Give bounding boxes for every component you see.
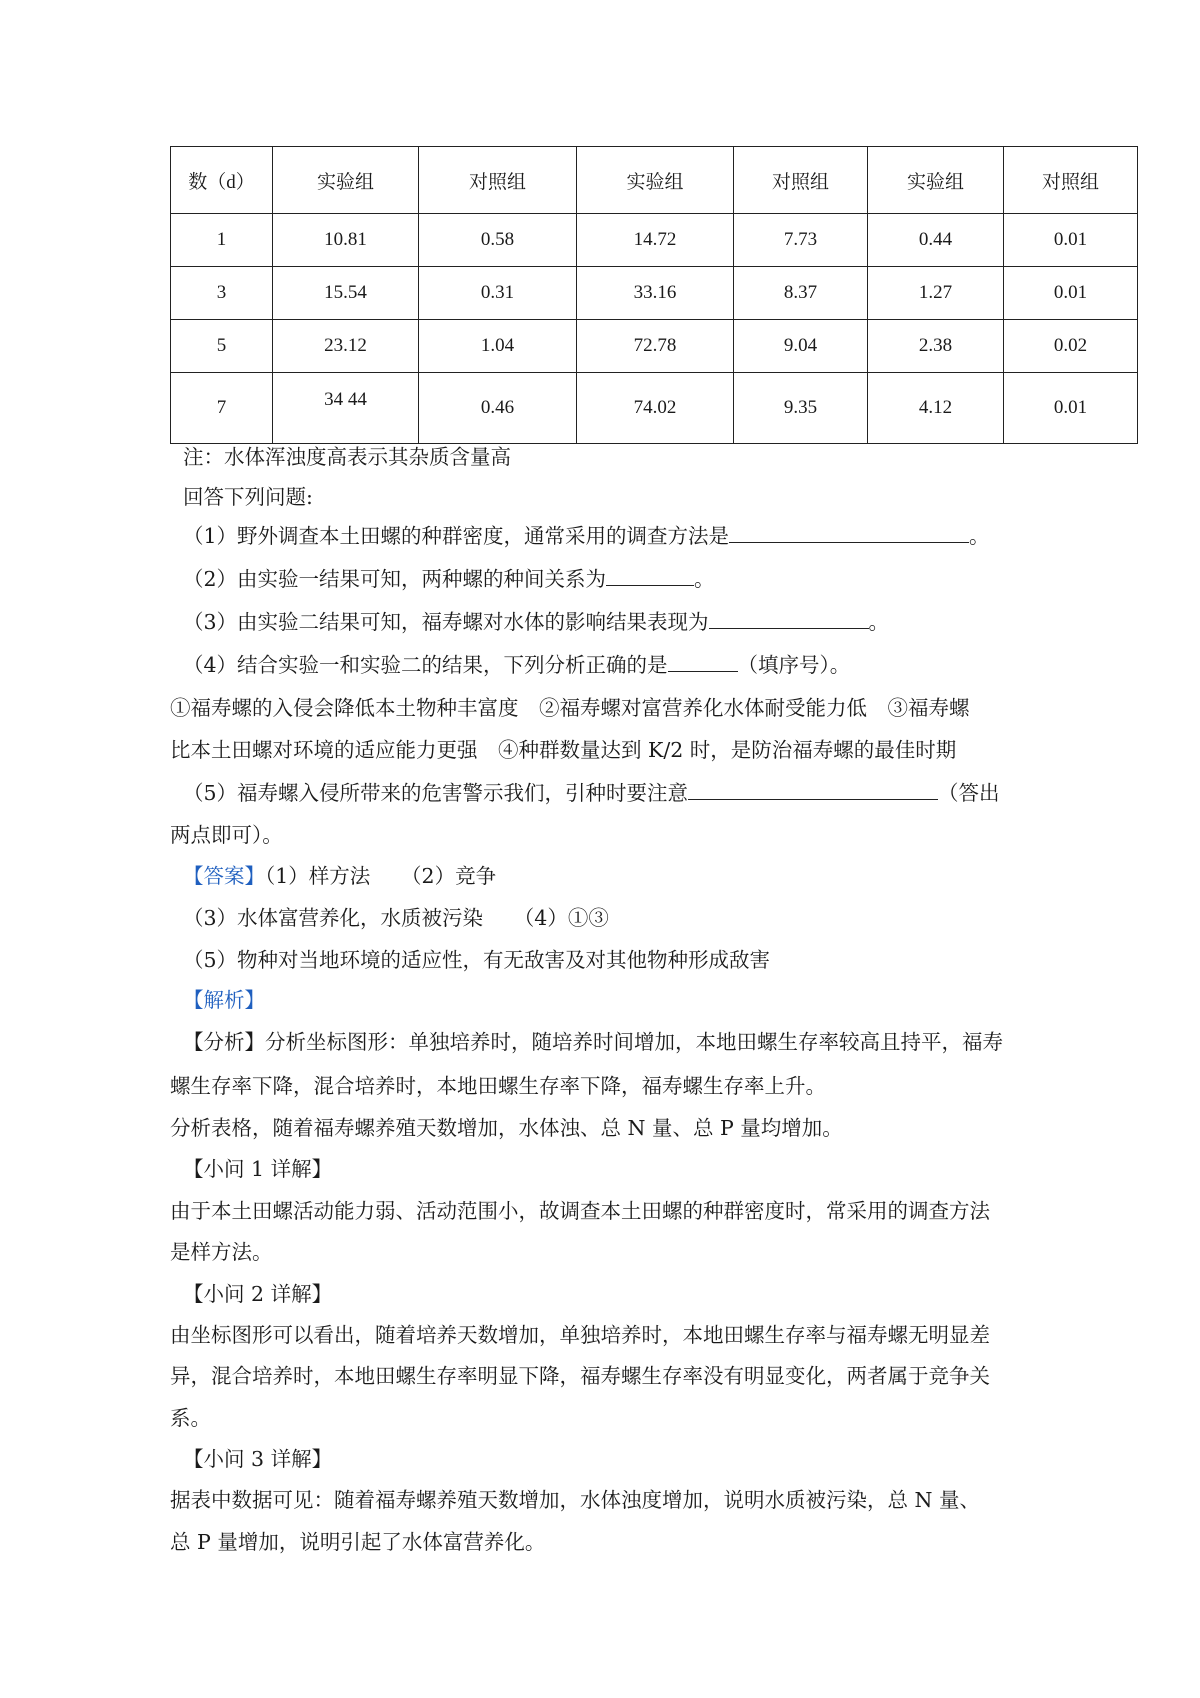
question-2-text: （2）由实验一结果可知，两种螺的种间关系为: [183, 567, 607, 591]
table-cell: 7: [171, 373, 273, 444]
question-2-end: 。: [694, 567, 715, 591]
answer-blank-1: [729, 522, 969, 543]
answer-tag: 【答案】: [183, 864, 265, 888]
answer-line-3: （5）物种对当地环境的适应性，有无敌害及对其他物种形成敌害: [183, 948, 771, 972]
question-3-text: （3）由实验二结果可知，福寿螺对水体的影响结果表现为: [183, 610, 709, 634]
table-cell: 9.35: [734, 373, 868, 444]
table-row: [171, 267, 1138, 320]
table-cell: 0.01: [1004, 267, 1138, 320]
subquestion-2-text: 系。: [170, 1406, 211, 1430]
table-row: [171, 214, 1138, 267]
table-header-cell: 对照组: [734, 147, 868, 214]
table-cell: 33.16: [577, 267, 734, 320]
subquestion-1-title: 【小问 1 详解】: [183, 1157, 333, 1181]
question-5-end: （答出: [938, 781, 1000, 805]
answer-blank-4: [668, 651, 738, 672]
answer-blank-5: [688, 779, 938, 800]
answer-line-2: （3）水体富营养化，水质被污染 （4）①③: [183, 906, 609, 930]
answer-line-1: [183, 862, 496, 890]
question-3: [183, 608, 889, 636]
question-4-text: （4）结合实验一和实验二的结果，下列分析正确的是: [183, 653, 668, 677]
table-cell: 23.12: [273, 320, 419, 373]
question-1-text: （1）野外调查本土田螺的种群密度，通常采用的调查方法是: [183, 524, 730, 548]
table-header-cell: 实验组: [577, 147, 734, 214]
table-cell: 0.31: [419, 267, 577, 320]
question-1: [183, 522, 990, 550]
table-header-cell: 数（d）: [171, 147, 273, 214]
analysis-paragraph-line: 螺生存率下降，混合培养时，本地田螺生存率下降，福寿螺生存率上升。: [170, 1074, 826, 1098]
subquestion-1-text: 由于本土田螺活动能力弱、活动范围小，故调查本土田螺的种群密度时，常采用的调查方法: [170, 1199, 990, 1223]
question-5-text: （5）福寿螺入侵所带来的危害警示我们，引种时要注意: [183, 781, 689, 805]
table-cell: 7.73: [734, 214, 868, 267]
question-4: [183, 651, 850, 679]
question-4-options-line-2: 比本土田螺对环境的适应能力更强 ④种群数量达到 K/2 时，是防治福寿螺的最佳时期: [170, 738, 957, 762]
answer-text-1: （1）样方法 （2）竞争: [265, 864, 497, 888]
answer-blank-2: [606, 565, 694, 586]
table-cell: 0.02: [1004, 320, 1138, 373]
question-4-options-line-1: ①福寿螺的入侵会降低本土物种丰富度 ②福寿螺对富营养化水体耐受能力低 ③福寿螺: [170, 696, 970, 720]
answer-blank-3: [709, 608, 869, 629]
analysis-paragraph-line: 分析表格，随着福寿螺养殖天数增加，水体浊、总 N 量、总 P 量均增加。: [170, 1116, 843, 1140]
table-cell: 1: [171, 214, 273, 267]
table-cell-value: 34 44: [324, 389, 367, 410]
question-4-end: （填序号）。: [737, 653, 851, 677]
table-cell: 0.44: [868, 214, 1004, 267]
table-cell: 14.72: [577, 214, 734, 267]
question-5: [183, 779, 1000, 807]
table-cell: 2.38: [868, 320, 1004, 373]
table-cell: 0.58: [419, 214, 577, 267]
table-cell: 74.02: [577, 373, 734, 444]
subquestion-3-text: 据表中数据可见：随着福寿螺养殖天数增加，水体浊度增加，说明水质被污染，总 N 量、: [170, 1488, 980, 1512]
subquestion-1-text: 是样方法。: [170, 1240, 273, 1264]
table-header-cell: 对照组: [1004, 147, 1138, 214]
question-2: [183, 565, 715, 593]
table-cell: 10.81: [273, 214, 419, 267]
analysis-tag: 【解析】: [183, 988, 265, 1012]
questions-prompt: 回答下列问题:: [183, 485, 313, 509]
table-cell: 3: [171, 267, 273, 320]
table-cell: 0.01: [1004, 373, 1138, 444]
table-cell: 8.37: [734, 267, 868, 320]
subquestion-3-title: 【小问 3 详解】: [183, 1447, 333, 1471]
table-cell: [273, 373, 419, 444]
table-row: [171, 373, 1138, 444]
question-3-end: 。: [868, 610, 890, 634]
table-cell: 1.04: [419, 320, 577, 373]
analysis-paragraph-line: 【分析】分析坐标图形：单独培养时，随培养时间增加，本地田螺生存率较高且持平，福寿: [183, 1030, 1003, 1054]
table-cell: 4.12: [868, 373, 1004, 444]
subquestion-2-text: 由坐标图形可以看出，随着培养天数增加，单独培养时，本地田螺生存率与福寿螺无明显差: [170, 1323, 990, 1347]
table-cell: 15.54: [273, 267, 419, 320]
table-cell: 72.78: [577, 320, 734, 373]
subquestion-2-title: 【小问 2 详解】: [183, 1282, 333, 1306]
table-cell: 0.46: [419, 373, 577, 444]
subquestion-3-text: 总 P 量增加，说明引起了水体富营养化。: [170, 1530, 546, 1554]
table-cell: 5: [171, 320, 273, 373]
table-cell: 1.27: [868, 267, 1004, 320]
table-header-row: [171, 147, 1138, 214]
table-cell: 0.01: [1004, 214, 1138, 267]
table-cell: 9.04: [734, 320, 868, 373]
table-header-cell: 实验组: [868, 147, 1004, 214]
question-1-end: 。: [969, 524, 990, 548]
table-note: 注：水体浑浊度高表示其杂质含量高: [183, 445, 511, 469]
table-header-cell: 对照组: [419, 147, 577, 214]
subquestion-2-text: 异，混合培养时，本地田螺生存率明显下降，福寿螺生存率没有明显变化，两者属于竞争关: [170, 1364, 990, 1388]
table-row: [171, 320, 1138, 373]
data-table: [170, 146, 1138, 444]
table-header-cell: 实验组: [273, 147, 419, 214]
question-5-continued: 两点即可）。: [170, 823, 283, 847]
